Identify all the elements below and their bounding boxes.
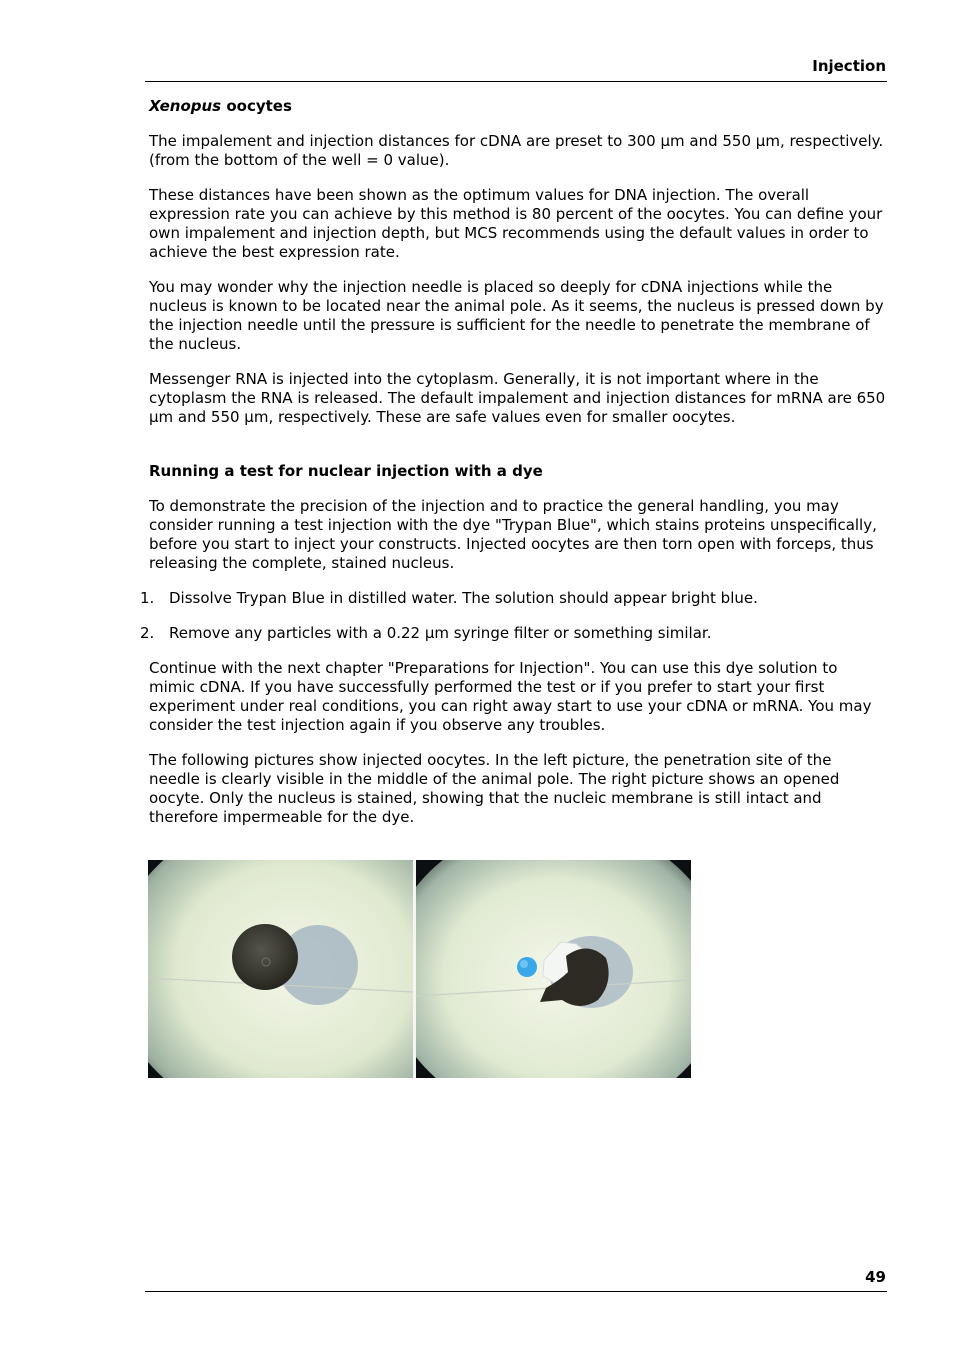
section-heading-xenopus bbox=[149, 97, 887, 116]
paragraph: Messenger RNA is injected into the cytoplasm. Generally, it is not important where in the cytoplasm the RNA is released. The default impalement and injection distances for mRNA are 650 µm and 550 µm, respectively. These are safe values even for smaller oocytes. bbox=[149, 370, 886, 426]
header-rule bbox=[145, 81, 887, 82]
page-header-title: Injection bbox=[812, 57, 886, 75]
paragraph: Continue with the next chapter "Preparations for Injection". You can use this dye solution to mimic cDNA. If you have successfully performed the test or if you prefer to start your first experiment under real conditions, you can right away start to use your cDNA or mRNA. You may consider the test injection again if you observe any troubles. bbox=[149, 659, 872, 734]
section-heading-dye-test: Running a test for nuclear injection with a dye bbox=[149, 462, 543, 480]
paragraph: To demonstrate the precision of the injection and to practice the general handling, you may consider running a test injection with the dye "Trypan Blue", which stains proteins unspecifically, before you start to inject your constructs. Injected oocytes are then torn open with forceps, thus releasing the complete, stained nucleus. bbox=[149, 497, 877, 572]
photo-opened-oocyte bbox=[416, 860, 691, 1078]
list-item bbox=[140, 624, 887, 643]
oocyte-photos bbox=[148, 860, 691, 1078]
page-number: 49 bbox=[865, 1268, 886, 1286]
step-number: 2. bbox=[140, 624, 155, 642]
list-item bbox=[140, 589, 887, 608]
page-content bbox=[140, 97, 887, 843]
paragraph: You may wonder why the injection needle is placed so deeply for cDNA injections while the nucleus is known to be located near the animal pole. As it seems, the nucleus is pressed down by the injection needle until the pressure is sufficient for the needle to penetrate the membrane of the nucleus. bbox=[149, 278, 884, 353]
heading-rest: oocytes bbox=[221, 97, 292, 115]
footer-rule bbox=[145, 1291, 887, 1292]
paragraph: The impalement and injection distances for cDNA are preset to 300 µm and 550 µm, respectively. (from the bottom of the well = 0 value). bbox=[149, 132, 884, 169]
steps-list bbox=[140, 589, 887, 643]
step-number: 1. bbox=[140, 589, 155, 607]
paragraph: These distances have been shown as the optimum values for DNA injection. The overall expression rate you can achieve by this method is 80 percent of the oocytes. You can define your own impalement and injection depth, but MCS recommends using the default values in order to achieve the best expression rate. bbox=[149, 186, 883, 261]
step-text: Dissolve Trypan Blue in distilled water. The solution should appear bright blue. bbox=[169, 589, 758, 607]
photo-injected-oocyte bbox=[148, 860, 413, 1078]
paragraph: The following pictures show injected oocytes. In the left picture, the penetration site of the needle is clearly visible in the middle of the animal pole. The right picture shows an opened oocyte. Only the nucleus is stained, showing that the nucleic membrane is still intact and therefore impermeable for the dye. bbox=[149, 751, 840, 826]
heading-italic: Xenopus bbox=[149, 97, 222, 115]
step-text: Remove any particles with a 0.22 µm syringe filter or something similar. bbox=[169, 624, 712, 642]
